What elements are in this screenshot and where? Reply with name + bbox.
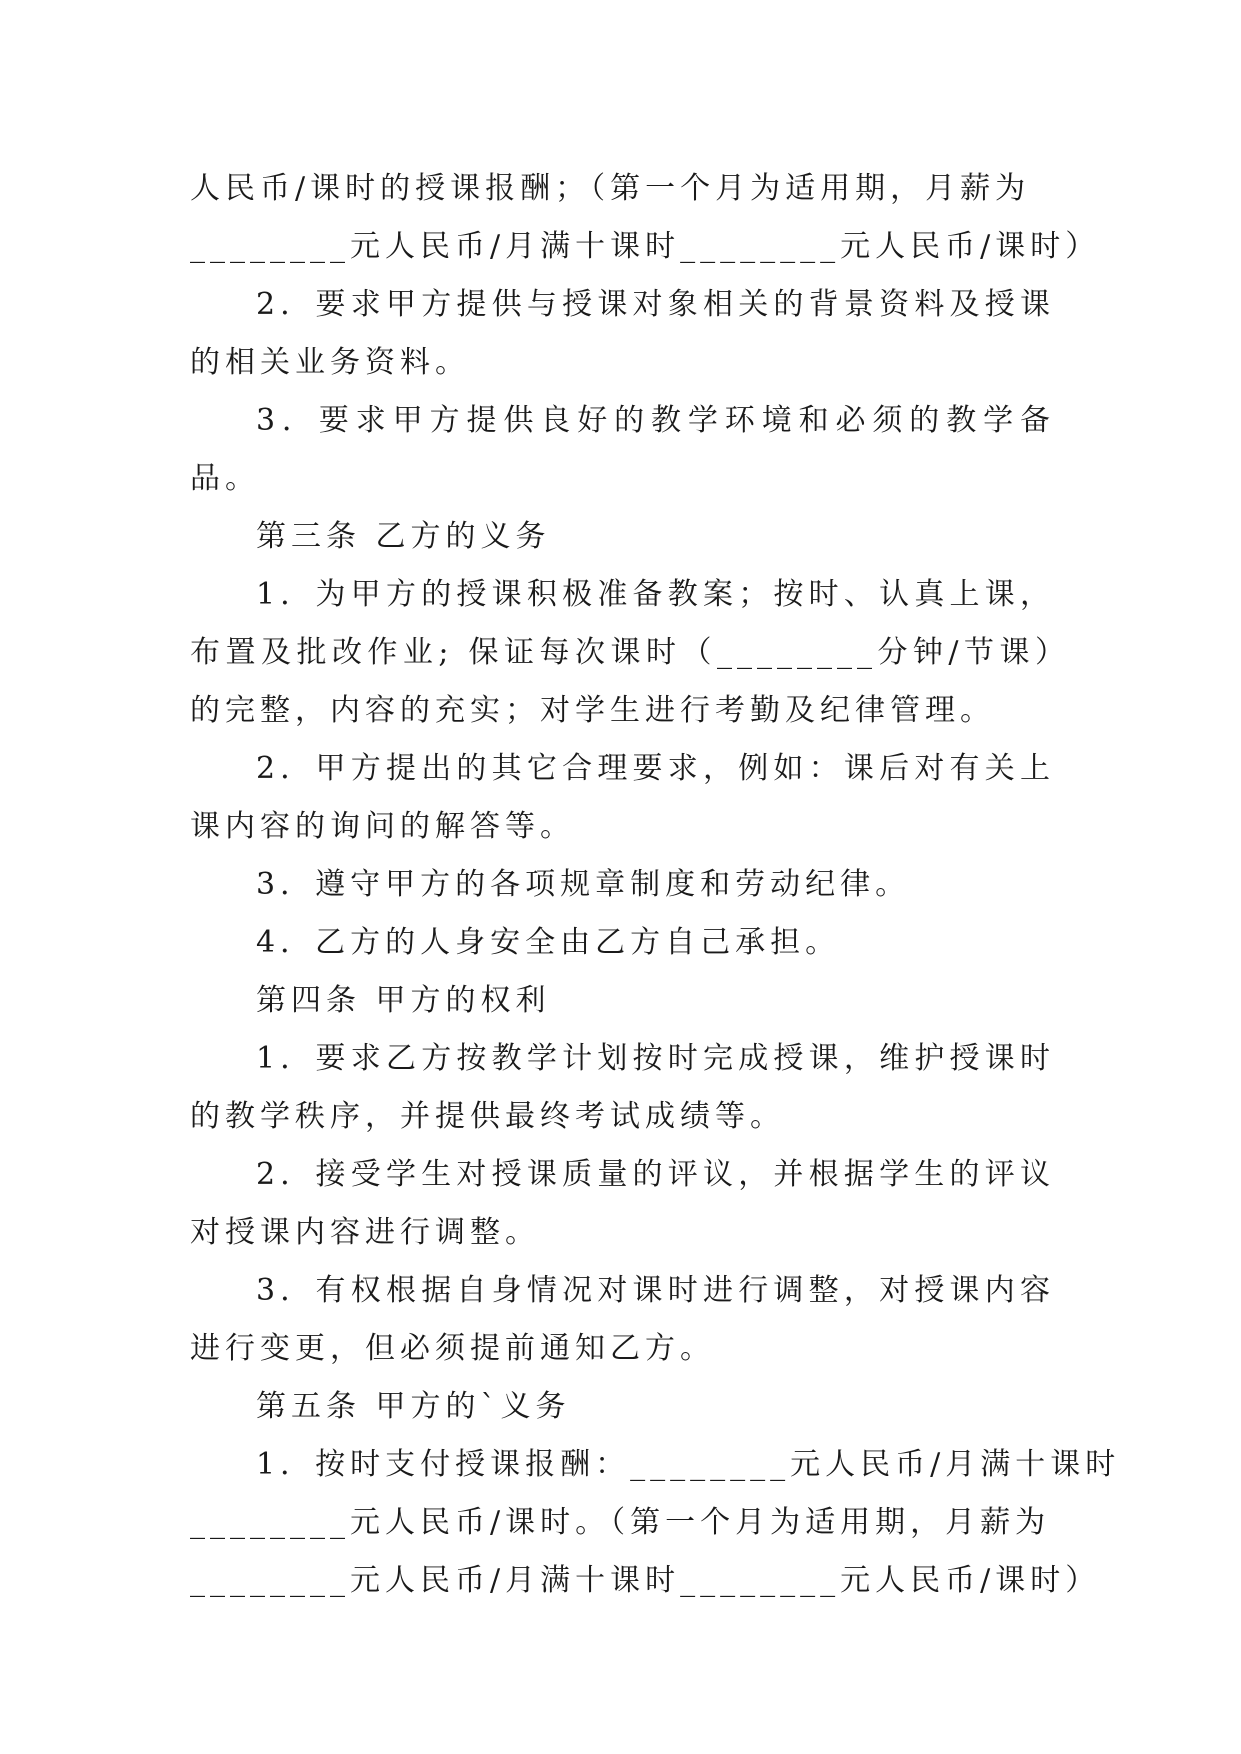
text-line: ________元人民币/月满十课时________元人民币/课时） <box>190 229 1101 264</box>
paragraph: 2．要求甲方提供与授课对象相关的背景资料及授课的相关业务资料。 <box>190 287 1055 380</box>
text-line: 1．按时支付授课报酬：________元人民币/月满十课时 <box>256 1447 1121 1482</box>
section-heading: 第五条 甲方的`义务 <box>256 1389 571 1424</box>
section-heading: 第三条 乙方的义务 <box>256 519 551 554</box>
paragraph: 1．要求乙方按教学计划按时完成授课，维护授课时的教学秩序，并提供最终考试成绩等。 <box>190 1041 1055 1134</box>
paragraph: 1．为甲方的授课积极准备教案；按时、认真上课，布置及批改作业; 保证每次课时（________分钟/节课）的完整，内容的充实；对学生进行考勤及纪律管理。 <box>190 577 1055 728</box>
paragraph: 3．遵守甲方的各项规章制度和劳动纪律。 <box>256 867 911 902</box>
paragraph: 3．要求甲方提供良好的教学环境和必须的教学备品。 <box>190 403 1055 496</box>
paragraph: 4．乙方的人身安全由乙方自己承担。 <box>256 925 841 960</box>
text-line: 人民币/课时的授课报酬；（第一个月为适用期，月薪为 <box>190 171 1031 206</box>
paragraph: 3．有权根据自身情况对课时进行调整，对授课内容进行变更，但必须提前通知乙方。 <box>190 1273 1055 1366</box>
document-page <box>190 160 1121 1610</box>
paragraph-continuation <box>190 160 1101 276</box>
text-line: ________元人民币/月满十课时________元人民币/课时） <box>190 1563 1101 1598</box>
text-line: ________元人民币/课时。（第一个月为适用期，月薪为 <box>190 1505 1051 1540</box>
paragraph <box>190 1436 1121 1610</box>
paragraph: 2．甲方提出的其它合理要求，例如：课后对有关上课内容的询问的解答等。 <box>190 751 1055 844</box>
section-heading: 第四条 甲方的权利 <box>256 983 551 1018</box>
paragraph: 2．接受学生对授课质量的评议，并根据学生的评议对授课内容进行调整。 <box>190 1157 1055 1250</box>
